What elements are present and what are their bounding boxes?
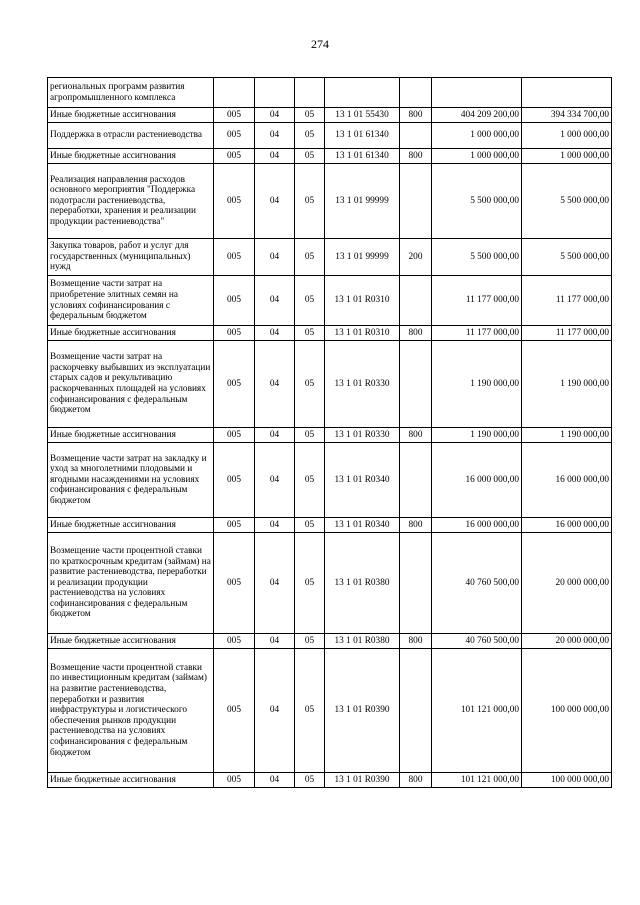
table-row — [48, 341, 612, 428]
cell-amount-1: 1 190 000,00 — [432, 428, 522, 443]
cell-amount-1: 1 190 000,00 — [432, 341, 522, 428]
cell-subsection-code — [295, 78, 325, 108]
cell-amount-2: 11 177 000,00 — [522, 276, 612, 326]
table-row — [48, 518, 612, 533]
cell-name: Возмещение части затрат на приобретение элитных семян на условиях софинансирования с федеральным бюджетом — [48, 276, 214, 326]
cell-department-code: 005 — [214, 164, 255, 239]
table-row — [48, 123, 612, 149]
cell-section-code: 04 — [255, 649, 295, 773]
cell-amount-2: 5 500 000,00 — [522, 164, 612, 239]
cell-amount-2: 394 334 700,00 — [522, 108, 612, 123]
cell-target-article: 13 1 01 R0380 — [325, 634, 400, 649]
cell-section-code: 04 — [255, 239, 295, 276]
cell-section-code: 04 — [255, 164, 295, 239]
cell-amount-1: 11 177 000,00 — [432, 326, 522, 341]
cell-name: Реализация направления расходов основного мероприятия "Поддержка подотрасли растениеводства, переработки, хранения и реализации продукции растениеводства" — [48, 164, 214, 239]
table-row — [48, 773, 612, 788]
cell-subsection-code: 05 — [295, 649, 325, 773]
cell-name: Иные бюджетные ассигнования — [48, 149, 214, 164]
cell-section-code: 04 — [255, 428, 295, 443]
cell-subsection-code: 05 — [295, 773, 325, 788]
cell-subsection-code: 05 — [295, 341, 325, 428]
table-row — [48, 443, 612, 518]
cell-target-article: 13 1 01 R0330 — [325, 428, 400, 443]
cell-expense-type — [400, 123, 432, 149]
table-row — [48, 78, 612, 108]
cell-expense-type — [400, 649, 432, 773]
cell-target-article: 13 1 01 R0340 — [325, 518, 400, 533]
cell-amount-2: 1 190 000,00 — [522, 428, 612, 443]
cell-department-code: 005 — [214, 428, 255, 443]
cell-amount-1: 1 000 000,00 — [432, 123, 522, 149]
cell-section-code: 04 — [255, 634, 295, 649]
cell-section-code: 04 — [255, 341, 295, 428]
cell-amount-1: 101 121 000,00 — [432, 773, 522, 788]
cell-department-code: 005 — [214, 326, 255, 341]
cell-expense-type — [400, 341, 432, 428]
table-row — [48, 428, 612, 443]
cell-section-code — [255, 78, 295, 108]
table-row — [48, 276, 612, 326]
cell-target-article: 13 1 01 61340 — [325, 123, 400, 149]
cell-name: Иные бюджетные ассигнования — [48, 428, 214, 443]
cell-subsection-code: 05 — [295, 533, 325, 634]
table-body — [48, 78, 612, 788]
cell-name: Иные бюджетные ассигнования — [48, 518, 214, 533]
cell-amount-1: 101 121 000,00 — [432, 649, 522, 773]
cell-target-article: 13 1 01 R0380 — [325, 533, 400, 634]
cell-name: Иные бюджетные ассигнования — [48, 108, 214, 123]
table-row — [48, 533, 612, 634]
cell-subsection-code: 05 — [295, 164, 325, 239]
cell-subsection-code: 05 — [295, 108, 325, 123]
cell-expense-type: 800 — [400, 773, 432, 788]
cell-name: Закупка товаров, работ и услуг для государственных (муниципальных) нужд — [48, 239, 214, 276]
cell-amount-1: 5 500 000,00 — [432, 164, 522, 239]
cell-name: Возмещение части затрат на закладку и уход за многолетними плодовыми и ягодными насаждениями на условиях софинансирования с федеральным бюджетом — [48, 443, 214, 518]
cell-department-code: 005 — [214, 123, 255, 149]
cell-name: Иные бюджетные ассигнования — [48, 634, 214, 649]
cell-department-code: 005 — [214, 149, 255, 164]
table-row — [48, 326, 612, 341]
cell-target-article: 13 1 01 R0330 — [325, 341, 400, 428]
cell-target-article — [325, 78, 400, 108]
cell-section-code: 04 — [255, 443, 295, 518]
cell-department-code: 005 — [214, 773, 255, 788]
page-number: 274 — [311, 37, 329, 51]
cell-name: Возмещение части процентной ставки по инвестиционным кредитам (займам) на развитие растениеводства, переработки и развития инфраструктуры и логистического обеспечения рынков продукции растениеводства на условиях софинансирования с федеральным бюджетом — [48, 649, 214, 773]
cell-subsection-code: 05 — [295, 239, 325, 276]
budget-table — [47, 77, 612, 788]
cell-subsection-code: 05 — [295, 276, 325, 326]
cell-target-article: 13 1 01 R0390 — [325, 649, 400, 773]
cell-amount-2: 5 500 000,00 — [522, 239, 612, 276]
cell-amount-2: 11 177 000,00 — [522, 326, 612, 341]
cell-name: Иные бюджетные ассигнования — [48, 326, 214, 341]
cell-subsection-code: 05 — [295, 518, 325, 533]
cell-department-code: 005 — [214, 239, 255, 276]
cell-expense-type: 800 — [400, 326, 432, 341]
cell-subsection-code: 05 — [295, 123, 325, 149]
cell-expense-type — [400, 533, 432, 634]
cell-expense-type: 200 — [400, 239, 432, 276]
table-row — [48, 164, 612, 239]
cell-section-code: 04 — [255, 518, 295, 533]
cell-amount-1: 11 177 000,00 — [432, 276, 522, 326]
cell-expense-type: 800 — [400, 428, 432, 443]
cell-amount-2: 100 000 000,00 — [522, 773, 612, 788]
table-row — [48, 239, 612, 276]
cell-amount-2: 16 000 000,00 — [522, 443, 612, 518]
cell-expense-type: 800 — [400, 634, 432, 649]
table-row — [48, 149, 612, 164]
cell-target-article: 13 1 01 99999 — [325, 239, 400, 276]
cell-name: Возмещение части затрат на раскорчевку выбывших из эксплуатации старых садов и рекультивацию раскорчеванных площадей на условиях софинансирования с федеральным бюджетом — [48, 341, 214, 428]
cell-section-code: 04 — [255, 773, 295, 788]
cell-expense-type — [400, 164, 432, 239]
cell-amount-2: 20 000 000,00 — [522, 533, 612, 634]
cell-target-article: 13 1 01 55430 — [325, 108, 400, 123]
cell-target-article: 13 1 01 61340 — [325, 149, 400, 164]
cell-name: Поддержка в отрасли растениеводства — [48, 123, 214, 149]
cell-amount-1: 5 500 000,00 — [432, 239, 522, 276]
cell-amount-2: 1 000 000,00 — [522, 123, 612, 149]
cell-name: Возмещение части процентной ставки по краткосрочным кредитам (займам) на развитие растениеводства, переработки и реализации продукции растениеводства на условиях софинансирования с федеральным бюджетом — [48, 533, 214, 634]
table-row — [48, 108, 612, 123]
cell-department-code: 005 — [214, 518, 255, 533]
cell-amount-2: 1 190 000,00 — [522, 341, 612, 428]
cell-department-code: 005 — [214, 108, 255, 123]
cell-name: региональных программ развития агропромышленного комплекса — [48, 78, 214, 108]
cell-expense-type: 800 — [400, 518, 432, 533]
cell-amount-2: 1 000 000,00 — [522, 149, 612, 164]
cell-expense-type — [400, 276, 432, 326]
cell-expense-type — [400, 78, 432, 108]
cell-section-code: 04 — [255, 276, 295, 326]
cell-target-article: 13 1 01 R0390 — [325, 773, 400, 788]
cell-target-article: 13 1 01 R0310 — [325, 326, 400, 341]
cell-amount-1 — [432, 78, 522, 108]
cell-department-code: 005 — [214, 634, 255, 649]
cell-subsection-code: 05 — [295, 326, 325, 341]
cell-expense-type: 800 — [400, 149, 432, 164]
cell-amount-2: 20 000 000,00 — [522, 634, 612, 649]
cell-amount-1: 16 000 000,00 — [432, 518, 522, 533]
cell-subsection-code: 05 — [295, 428, 325, 443]
cell-target-article: 13 1 01 R0340 — [325, 443, 400, 518]
table-row — [48, 634, 612, 649]
cell-amount-1: 40 760 500,00 — [432, 634, 522, 649]
cell-department-code: 005 — [214, 443, 255, 518]
cell-department-code — [214, 78, 255, 108]
cell-amount-1: 1 000 000,00 — [432, 149, 522, 164]
cell-subsection-code: 05 — [295, 443, 325, 518]
cell-department-code: 005 — [214, 341, 255, 428]
table-row — [48, 649, 612, 773]
cell-subsection-code: 05 — [295, 149, 325, 164]
cell-amount-2: 16 000 000,00 — [522, 518, 612, 533]
cell-section-code: 04 — [255, 326, 295, 341]
cell-expense-type — [400, 443, 432, 518]
cell-subsection-code: 05 — [295, 634, 325, 649]
cell-name: Иные бюджетные ассигнования — [48, 773, 214, 788]
cell-amount-1: 16 000 000,00 — [432, 443, 522, 518]
cell-target-article: 13 1 01 R0310 — [325, 276, 400, 326]
cell-section-code: 04 — [255, 149, 295, 164]
cell-expense-type: 800 — [400, 108, 432, 123]
cell-section-code: 04 — [255, 533, 295, 634]
cell-section-code: 04 — [255, 123, 295, 149]
cell-target-article: 13 1 01 99999 — [325, 164, 400, 239]
cell-department-code: 005 — [214, 649, 255, 773]
cell-department-code: 005 — [214, 533, 255, 634]
cell-section-code: 04 — [255, 108, 295, 123]
cell-amount-1: 404 209 200,00 — [432, 108, 522, 123]
cell-amount-2 — [522, 78, 612, 108]
cell-amount-2: 100 000 000,00 — [522, 649, 612, 773]
cell-amount-1: 40 760 500,00 — [432, 533, 522, 634]
cell-department-code: 005 — [214, 276, 255, 326]
